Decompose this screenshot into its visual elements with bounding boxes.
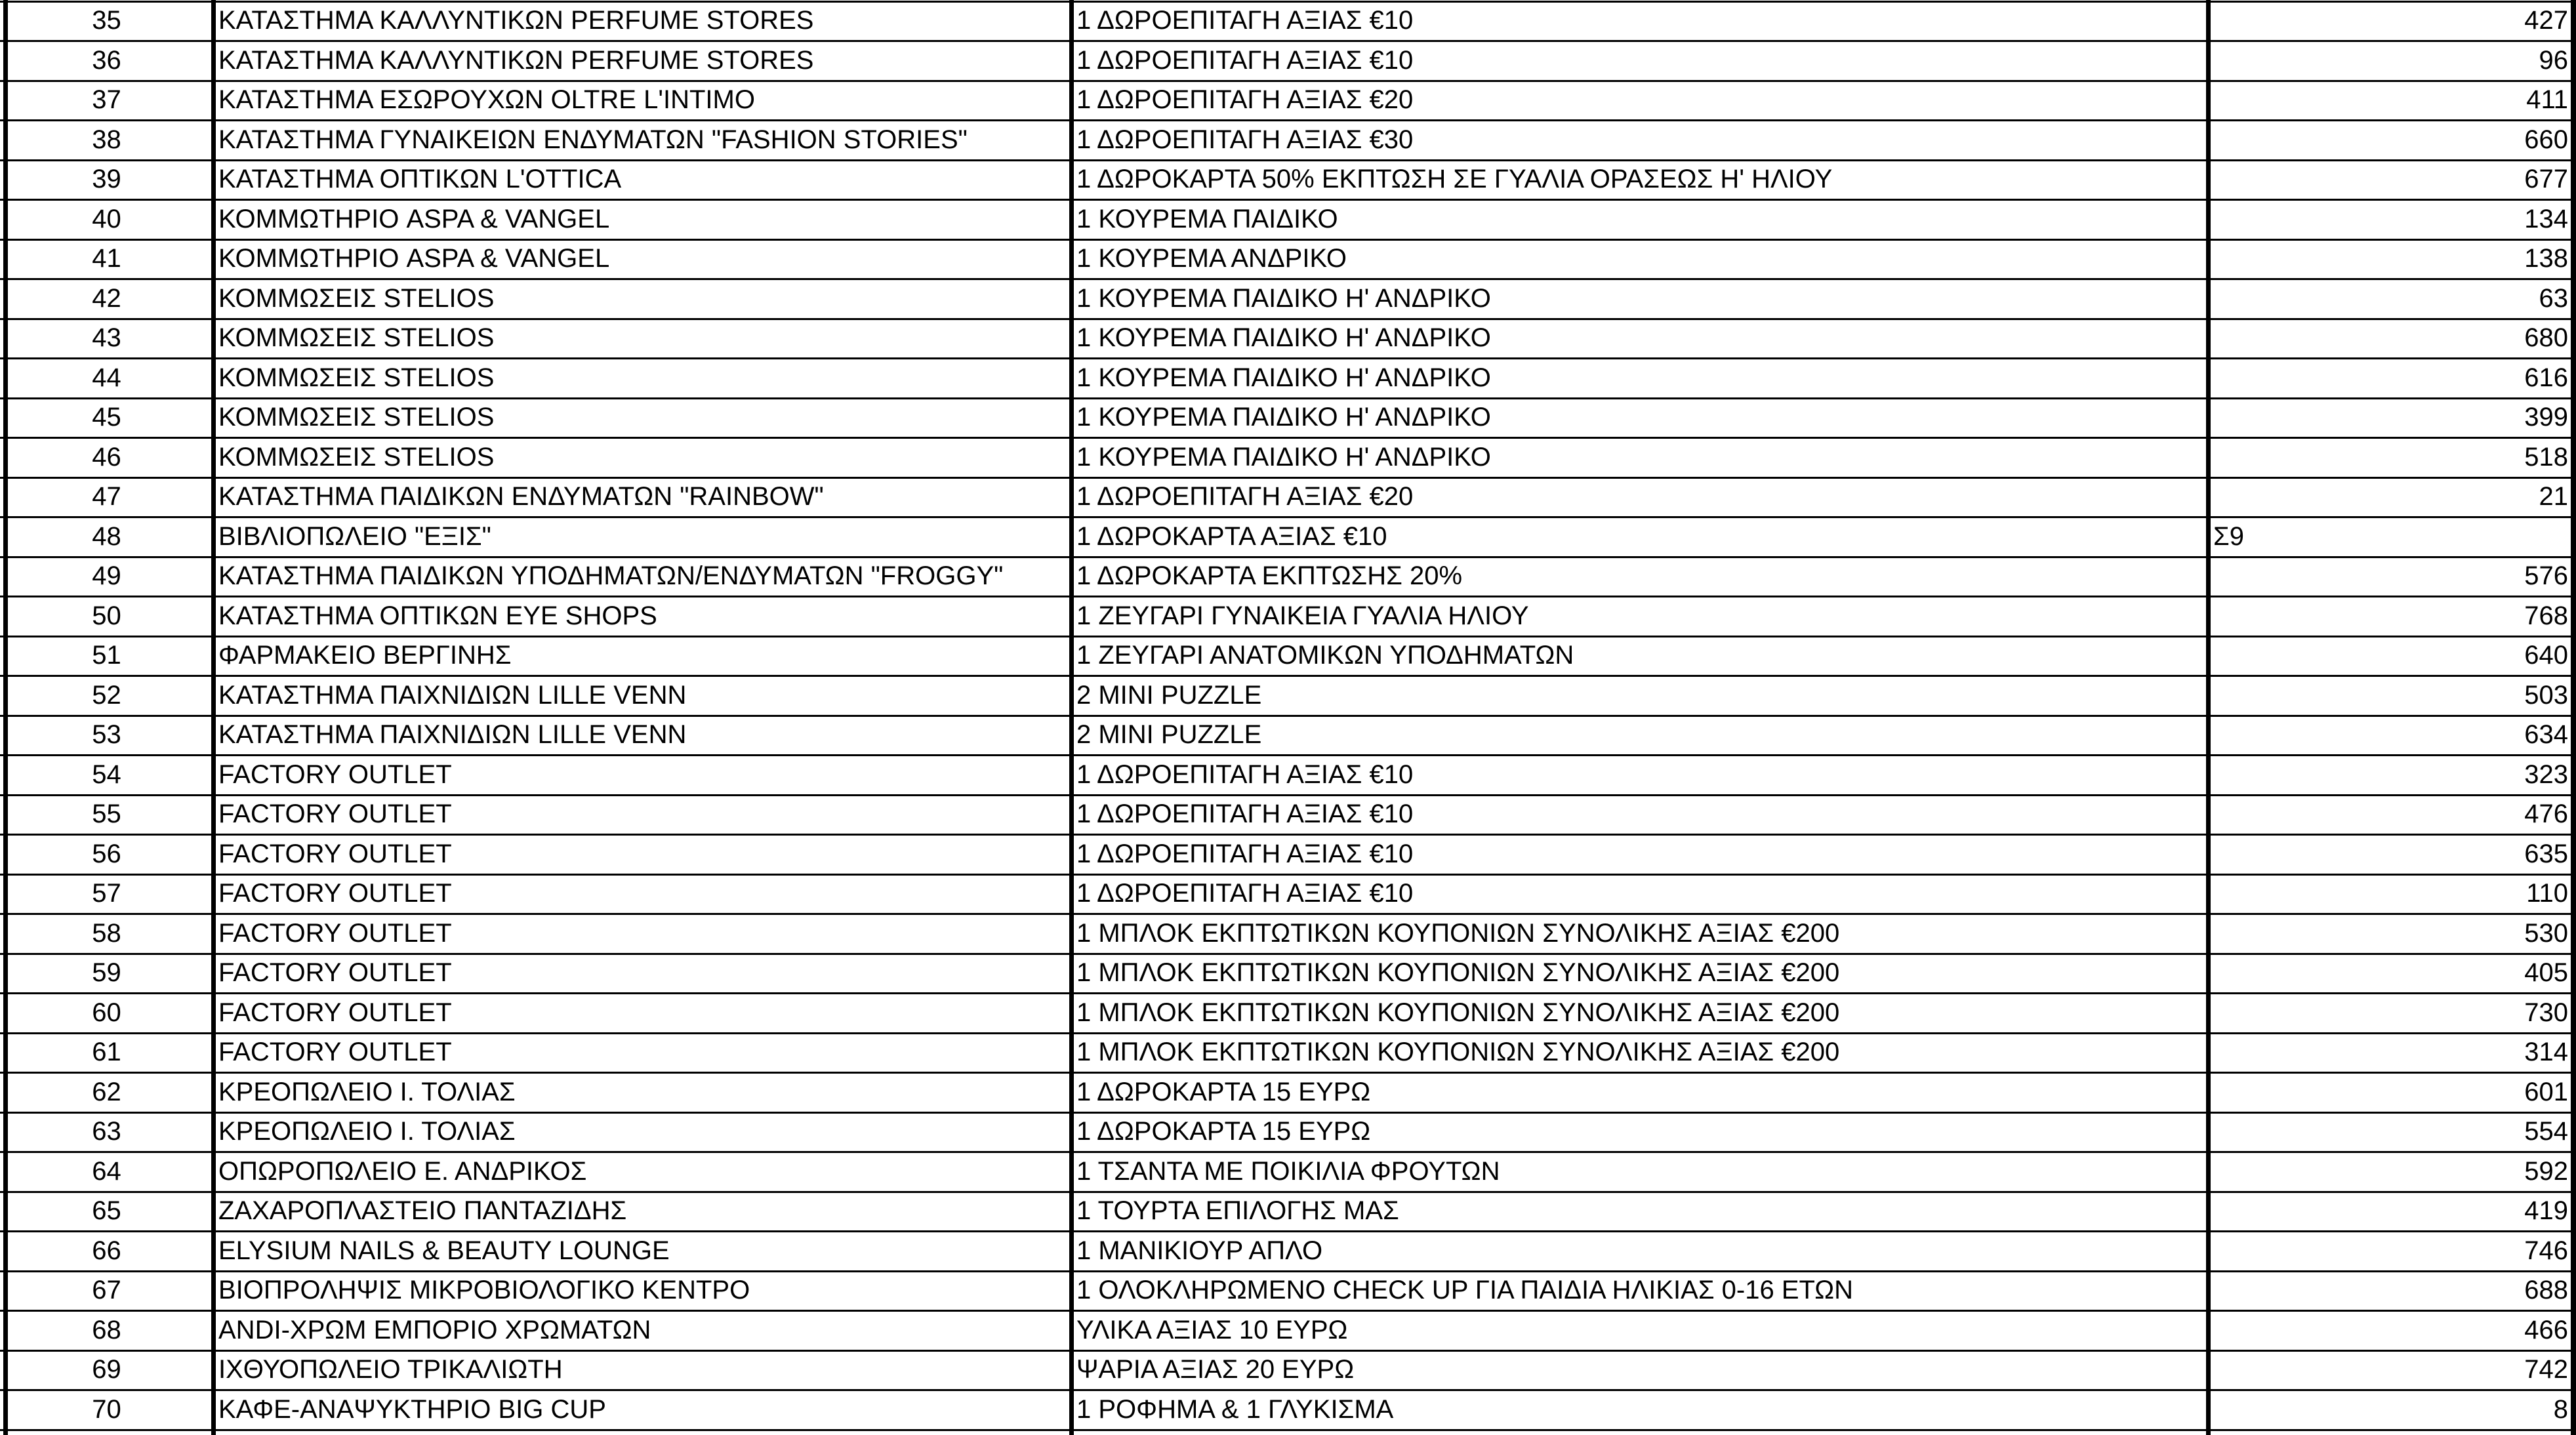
row-divider [0, 318, 2576, 320]
ticket-number-cell: 314 [2524, 1038, 2568, 1066]
row-divider [0, 715, 2576, 717]
gift-description-cell: 1 ΚΟΥΡΕΜΑ ΠΑΙΔΙΚΟ [1076, 204, 1338, 233]
gift-description-cell: 1 ΚΟΥΡΕΜΑ ΠΑΙΔΙΚΟ Η' ΑΝΔΡΙΚΟ [1076, 323, 1491, 352]
row-number-cell: 39 [92, 165, 121, 193]
column-divider [211, 0, 216, 1435]
shop-name-cell: ΚΑΦΕ-ΑΝΑΨΥΚΤΗΡΙΟ BIG CUP [218, 1394, 606, 1424]
ticket-number-cell: 554 [2524, 1117, 2568, 1146]
row-number-cell: 45 [92, 403, 121, 432]
column-divider [3, 0, 8, 1435]
row-number-cell: 54 [92, 759, 121, 789]
row-number-cell: 63 [92, 1117, 121, 1146]
ticket-number-cell: 616 [2524, 363, 2568, 392]
row-number-cell: 42 [92, 283, 121, 313]
ticket-number-cell: 530 [2524, 918, 2568, 948]
gift-description-cell: 1 ΜΠΛΟΚ ΕΚΠΤΩΤΙΚΩΝ ΚΟΥΠΟΝΙΩΝ ΣΥΝΟΛΙΚΗΣ ΑΞΙΑΣ €200 [1076, 958, 1840, 987]
shop-name-cell: ΖΑΧΑΡΟΠΛΑΣΤΕΙΟ ΠΑΝΤΑΖΙΔΗΣ [218, 1196, 627, 1225]
gift-description-cell: 1 ΔΩΡΟΚΑΡΤΑ ΕΚΠΤΩΣΗΣ 20% [1076, 561, 1463, 590]
row-divider [0, 159, 2576, 161]
table-row [0, 319, 2576, 359]
table-row [0, 41, 2576, 81]
row-divider [0, 1151, 2576, 1153]
gift-description-cell: 1 ΖΕΥΓΑΡΙ ΑΝΑΤΟΜΙΚΩΝ ΥΠΟΔΗΜΑΤΩΝ [1076, 641, 1574, 670]
ticket-number-cell: 21 [2539, 482, 2568, 511]
ticket-number-cell: 576 [2524, 561, 2568, 590]
table-row [0, 597, 2576, 637]
row-number-cell: 48 [92, 521, 121, 551]
shop-name-cell: ΚΟΜΜΩΣΕΙΣ STELIOS [218, 323, 495, 352]
shop-name-cell: ΒΙΟΠΡΟΛΗΨΙΣ ΜΙΚΡΟΒΙΟΛΟΓΙΚΟ ΚΕΝΤΡΟ [218, 1276, 750, 1304]
shop-name-cell: FACTORY OUTLET [218, 759, 452, 789]
row-divider [0, 80, 2576, 82]
gift-description-cell: 1 ΡΟΦΗΜΑ & 1 ΓΛΥΚΙΣΜΑ [1076, 1394, 1394, 1424]
ticket-number-cell: 730 [2524, 998, 2568, 1027]
ticket-number-cell: 592 [2524, 1156, 2568, 1186]
row-number-cell: 46 [92, 442, 121, 472]
ticket-number-cell: 323 [2524, 759, 2568, 789]
table-row [0, 994, 2576, 1034]
row-divider [0, 239, 2576, 241]
gift-description-cell: 1 ΔΩΡΟΕΠΙΤΑΓΗ ΑΞΙΑΣ €30 [1076, 125, 1414, 154]
gift-description-cell: 1 ΖΕΥΓΑΡΙ ΓΥΝΑΙΚΕΙΑ ΓΥΑΛΙΑ ΗΛΙΟΥ [1076, 601, 1529, 630]
gift-description-cell: 1 ΔΩΡΟΚΑΡΤΑ ΑΞΙΑΣ €10 [1076, 521, 1387, 551]
table-row [0, 1, 2576, 41]
row-number-cell: 56 [92, 839, 121, 868]
row-number-cell: 68 [92, 1315, 121, 1344]
row-divider [0, 1, 2576, 3]
gift-description-cell: 1 ΚΟΥΡΕΜΑ ΠΑΙΔΙΚΟ Η' ΑΝΔΡΙΚΟ [1076, 403, 1491, 432]
table-row [0, 1311, 2576, 1351]
row-number-cell: 38 [92, 125, 121, 154]
gift-description-cell: 2 MINI PUZZLE [1076, 680, 1262, 710]
row-divider [0, 794, 2576, 796]
shop-name-cell: ΚΑΤΑΣΤΗΜΑ ΕΣΩΡΟΥΧΩΝ OLTRE L'INTIMO [218, 85, 755, 114]
ticket-number-cell: 680 [2524, 323, 2568, 352]
row-divider [0, 397, 2576, 399]
gift-description-cell: 1 ΔΩΡΟΕΠΙΤΑΓΗ ΑΞΙΑΣ €10 [1076, 759, 1414, 789]
ticket-number-cell: 476 [2524, 799, 2568, 828]
row-divider [0, 834, 2576, 836]
shop-name-cell: ΚΑΤΑΣΤΗΜΑ ΚΑΛΛΥΝΤΙΚΩΝ PERFUME STORES [218, 45, 814, 75]
ticket-number-cell: 110 [2526, 879, 2568, 908]
gift-description-cell: 1 ΜΠΛΟΚ ΕΚΠΤΩΤΙΚΩΝ ΚΟΥΠΟΝΙΩΝ ΣΥΝΟΛΙΚΗΣ ΑΞΙΑΣ €200 [1076, 1038, 1840, 1066]
row-divider [0, 477, 2576, 479]
gift-description-cell: 1 ΔΩΡΟΕΠΙΤΑΓΗ ΑΞΙΑΣ €20 [1076, 482, 1414, 511]
table-row [0, 477, 2576, 517]
ticket-number-cell: 96 [2539, 45, 2568, 75]
row-number-cell: 57 [92, 879, 121, 908]
ticket-number-cell: 746 [2524, 1236, 2568, 1265]
table-row [0, 1350, 2576, 1390]
row-number-cell: 50 [92, 601, 121, 630]
gift-description-cell: 1 ΔΩΡΟΕΠΙΤΑΓΗ ΑΞΙΑΣ €10 [1076, 6, 1414, 35]
gift-description-cell: ΥΛΙΚΑ ΑΞΙΑΣ 10 ΕΥΡΩ [1076, 1315, 1348, 1344]
table-row [0, 1192, 2576, 1232]
ticket-number-cell: 399 [2524, 403, 2568, 432]
column-divider [1069, 0, 1074, 1435]
row-number-cell: 43 [92, 323, 121, 352]
gift-description-cell: 1 ΔΩΡΟΕΠΙΤΑΓΗ ΑΞΙΑΣ €10 [1076, 879, 1414, 908]
ticket-number-cell: 8 [2553, 1394, 2568, 1424]
row-number-cell: 51 [92, 641, 121, 670]
row-divider [0, 992, 2576, 994]
gift-description-cell: 1 ΔΩΡΟΕΠΙΤΑΓΗ ΑΞΙΑΣ €10 [1076, 839, 1414, 868]
row-number-cell: 53 [92, 720, 121, 749]
ticket-number-cell: 138 [2524, 244, 2568, 273]
shop-name-cell: FACTORY OUTLET [218, 799, 452, 828]
shop-name-cell: ΚΑΤΑΣΤΗΜΑ ΟΠΤΙΚΩΝ EYE SHOPS [218, 601, 657, 630]
row-number-cell: 36 [92, 45, 121, 75]
shop-name-cell: ΦΑΡΜΑΚΕΙΟ ΒΕΡΓΙΝΗΣ [218, 641, 512, 670]
row-divider [0, 675, 2576, 677]
row-divider [0, 40, 2576, 42]
ticket-number-cell: 63 [2539, 283, 2568, 313]
row-divider [0, 596, 2576, 597]
table-row [0, 160, 2576, 200]
row-divider [0, 1230, 2576, 1232]
table-row [0, 914, 2576, 954]
row-divider [0, 1270, 2576, 1272]
ticket-number-cell: 134 [2524, 204, 2568, 233]
row-number-cell: 55 [92, 799, 121, 828]
shop-name-cell: ΒΙΒΛΙΟΠΩΛΕΙΟ "ΕΞΙΣ" [218, 521, 491, 551]
ticket-number-cell: 405 [2524, 958, 2568, 987]
row-divider [0, 516, 2576, 518]
row-number-cell: 47 [92, 482, 121, 511]
shop-name-cell: ΚΟΜΜΩΣΕΙΣ STELIOS [218, 363, 495, 392]
ticket-number-cell: 466 [2524, 1315, 2568, 1344]
table-row [0, 200, 2576, 240]
table-row [0, 1390, 2576, 1430]
gift-description-cell: 1 ΚΟΥΡΕΜΑ ΑΝΔΡΙΚΟ [1076, 244, 1347, 273]
row-divider [0, 556, 2576, 558]
gift-description-cell: 1 ΔΩΡΟΕΠΙΤΑΓΗ ΑΞΙΑΣ €10 [1076, 45, 1414, 75]
gift-description-cell: 1 ΜΠΛΟΚ ΕΚΠΤΩΤΙΚΩΝ ΚΟΥΠΟΝΙΩΝ ΣΥΝΟΛΙΚΗΣ ΑΞΙΑΣ €200 [1076, 918, 1840, 948]
row-number-cell: 40 [92, 204, 121, 233]
gift-description-cell: 1 ΔΩΡΟΚΑΡΤΑ 50% ΕΚΠΤΩΣΗ ΣΕ ΓΥΑΛΙΑ ΟΡΑΣΕΩΣ Η' ΗΛΙΟΥ [1076, 165, 1833, 193]
row-divider [0, 1072, 2576, 1074]
shop-name-cell: ΚΡΕΟΠΩΛΕΙΟ Ι. ΤΟΛΙΑΣ [218, 1077, 516, 1106]
row-divider [0, 199, 2576, 201]
row-divider [0, 119, 2576, 121]
ticket-number-cell: 635 [2524, 839, 2568, 868]
shop-name-cell: ΚΟΜΜΩΤΗΡΙΟ ASPA & VANGEL [218, 244, 610, 273]
shop-name-cell: ELYSIUM NAILS & BEAUTY LOUNGE [218, 1236, 670, 1265]
row-divider [0, 1310, 2576, 1312]
row-number-cell: 58 [92, 918, 121, 948]
row-divider [0, 278, 2576, 280]
ticket-number-cell: 411 [2526, 85, 2568, 114]
shop-name-cell: FACTORY OUTLET [218, 1038, 452, 1066]
ticket-number-cell: 677 [2524, 165, 2568, 193]
shop-name-cell: ΚΟΜΜΩΣΕΙΣ STELIOS [218, 442, 495, 472]
ticket-number-cell: 660 [2524, 125, 2568, 154]
ticket-number-cell: 518 [2524, 442, 2568, 472]
shop-name-cell: ΚΟΜΜΩΤΗΡΙΟ ASPA & VANGEL [218, 204, 610, 233]
table-row [0, 81, 2576, 121]
table-row [0, 1033, 2576, 1073]
table-row [0, 517, 2576, 557]
shop-name-cell: FACTORY OUTLET [218, 958, 452, 987]
gift-description-cell: 1 ΔΩΡΟΚΑΡΤΑ 15 ΕΥΡΩ [1076, 1117, 1371, 1146]
shop-name-cell: ΚΑΤΑΣΤΗΜΑ ΠΑΙΧΝΙΔΙΩΝ LILLE VENN [218, 720, 687, 749]
row-divider [0, 1389, 2576, 1391]
shop-name-cell: ΚΡΕΟΠΩΛΕΙΟ Ι. ΤΟΛΙΑΣ [218, 1117, 516, 1146]
table-row [0, 279, 2576, 319]
shop-name-cell: ΚΑΤΑΣΤΗΜΑ ΠΑΙΔΙΚΩΝ ΕΝΔΥΜΑΤΩΝ "RAINBOW" [218, 482, 824, 511]
gift-description-cell: 1 ΔΩΡΟΕΠΙΤΑΓΗ ΑΞΙΑΣ €20 [1076, 85, 1414, 114]
gift-description-cell: 1 ΚΟΥΡΕΜΑ ΠΑΙΔΙΚΟ Η' ΑΝΔΡΙΚΟ [1076, 442, 1491, 472]
ticket-number-cell: 768 [2524, 601, 2568, 630]
row-divider [0, 1032, 2576, 1034]
shop-name-cell: FACTORY OUTLET [218, 918, 452, 948]
gift-description-cell: 1 ΜΑΝΙΚΙΟΥΡ ΑΠΛΟ [1076, 1236, 1323, 1265]
row-number-cell: 62 [92, 1077, 121, 1106]
row-number-cell: 49 [92, 561, 121, 590]
row-number-cell: 37 [92, 85, 121, 114]
shop-name-cell: ΙΧΘΥΟΠΩΛΕΙΟ ΤΡΙΚΑΛΙΩΤΗ [218, 1355, 563, 1384]
gift-description-cell: 2 MINI PUZZLE [1076, 720, 1262, 749]
row-number-cell: 70 [92, 1394, 121, 1424]
table-row [0, 1073, 2576, 1113]
row-divider [0, 913, 2576, 915]
shop-name-cell: ANDI-ΧΡΩΜ ΕΜΠΟΡΙΟ ΧΡΩΜΑΤΩΝ [218, 1315, 651, 1344]
ticket-number-cell: 419 [2524, 1196, 2568, 1225]
row-number-cell: 44 [92, 363, 121, 392]
row-number-cell: 61 [92, 1038, 121, 1066]
row-divider [0, 1429, 2576, 1431]
table-row [0, 1232, 2576, 1272]
table-row [0, 954, 2576, 994]
shop-name-cell: ΚΑΤΑΣΤΗΜΑ ΟΠΤΙΚΩΝ L'OTTICA [218, 165, 622, 193]
gift-description-cell: ΨΑΡΙΑ ΑΞΙΑΣ 20 ΕΥΡΩ [1076, 1355, 1355, 1384]
gift-description-cell: 1 ΟΛΟΚΛΗΡΩΜΕΝΟ CHECK UP ΓΙΑ ΠΑΙΔΙΑ ΗΛΙΚΙΑΣ 0-16 ΕΤΩΝ [1076, 1276, 1854, 1304]
shop-name-cell: ΚΑΤΑΣΤΗΜΑ ΠΑΙΧΝΙΔΙΩΝ LILLE VENN [218, 680, 687, 710]
row-number-cell: 35 [92, 6, 121, 35]
row-divider [0, 1191, 2576, 1193]
row-number-cell: 60 [92, 998, 121, 1027]
gift-description-cell: 1 ΤΣΑΝΤΑ ΜΕ ΠΟΙΚΙΛΙΑ ΦΡΟΥΤΩΝ [1076, 1156, 1500, 1186]
table-row [0, 121, 2576, 161]
row-number-cell: 67 [92, 1276, 121, 1304]
row-divider [0, 437, 2576, 439]
gift-description-cell: 1 ΔΩΡΟΕΠΙΤΑΓΗ ΑΞΙΑΣ €10 [1076, 799, 1414, 828]
table-row [0, 795, 2576, 835]
ticket-number-cell: 688 [2524, 1276, 2568, 1304]
shop-name-cell: FACTORY OUTLET [218, 998, 452, 1027]
table-row [0, 756, 2576, 796]
table-row [0, 557, 2576, 597]
table-row [0, 676, 2576, 716]
column-divider [2206, 0, 2211, 1435]
ticket-number-cell: Σ9 [2213, 521, 2244, 551]
row-divider [0, 636, 2576, 637]
table-row [0, 1112, 2576, 1152]
gift-description-cell: 1 ΚΟΥΡΕΜΑ ΠΑΙΔΙΚΟ Η' ΑΝΔΡΙΚΟ [1076, 363, 1491, 392]
table-row [0, 874, 2576, 914]
shop-name-cell: ΚΟΜΜΩΣΕΙΣ STELIOS [218, 403, 495, 432]
row-number-cell: 66 [92, 1236, 121, 1265]
row-divider [0, 754, 2576, 756]
row-divider [0, 953, 2576, 955]
row-number-cell: 59 [92, 958, 121, 987]
row-number-cell: 41 [92, 244, 121, 273]
ticket-number-cell: 742 [2524, 1355, 2568, 1384]
table-row [0, 438, 2576, 478]
row-divider [0, 1112, 2576, 1114]
table-row [0, 398, 2576, 438]
row-divider [0, 874, 2576, 876]
gift-description-cell: 1 ΜΠΛΟΚ ΕΚΠΤΩΤΙΚΩΝ ΚΟΥΠΟΝΙΩΝ ΣΥΝΟΛΙΚΗΣ ΑΞΙΑΣ €200 [1076, 998, 1840, 1027]
ticket-number-cell: 601 [2524, 1077, 2568, 1106]
shop-name-cell: ΚΟΜΜΩΣΕΙΣ STELIOS [218, 283, 495, 313]
column-divider [2571, 0, 2576, 1435]
row-number-cell: 52 [92, 680, 121, 710]
table-row [0, 1152, 2576, 1192]
shop-name-cell: ΚΑΤΑΣΤΗΜΑ ΠΑΙΔΙΚΩΝ ΥΠΟΔΗΜΑΤΩΝ/ΕΝΔΥΜΑΤΩΝ "FROGGY" [218, 561, 1004, 590]
ticket-number-cell: 634 [2524, 720, 2568, 749]
table-row [0, 1271, 2576, 1311]
gift-description-cell: 1 ΔΩΡΟΚΑΡΤΑ 15 ΕΥΡΩ [1076, 1077, 1371, 1106]
row-divider [0, 1350, 2576, 1352]
gift-description-cell: 1 ΚΟΥΡΕΜΑ ΠΑΙΔΙΚΟ Η' ΑΝΔΡΙΚΟ [1076, 283, 1491, 313]
table-row [0, 835, 2576, 875]
shop-name-cell: FACTORY OUTLET [218, 879, 452, 908]
ticket-number-cell: 640 [2524, 641, 2568, 670]
ticket-number-cell: 503 [2524, 680, 2568, 710]
table-row [0, 359, 2576, 399]
shop-name-cell: FACTORY OUTLET [218, 839, 452, 868]
table-row [0, 636, 2576, 676]
row-number-cell: 69 [92, 1355, 121, 1384]
row-number-cell: 64 [92, 1156, 121, 1186]
row-number-cell: 65 [92, 1196, 121, 1225]
shop-name-cell: ΟΠΩΡΟΠΩΛΕΙΟ Ε. ΑΝΔΡΙΚΟΣ [218, 1156, 587, 1186]
table-row [0, 239, 2576, 279]
shop-name-cell: ΚΑΤΑΣΤΗΜΑ ΚΑΛΛΥΝΤΙΚΩΝ PERFUME STORES [218, 6, 814, 35]
shop-name-cell: ΚΑΤΑΣΤΗΜΑ ΓΥΝΑΙΚΕΙΩΝ ΕΝΔΥΜΑΤΩΝ "FASHION STORIES" [218, 125, 968, 154]
ticket-number-cell: 427 [2524, 6, 2568, 35]
table-row [0, 716, 2576, 756]
row-divider [0, 357, 2576, 359]
gift-description-cell: 1 ΤΟΥΡΤΑ ΕΠΙΛΟΓΗΣ ΜΑΣ [1076, 1196, 1399, 1225]
